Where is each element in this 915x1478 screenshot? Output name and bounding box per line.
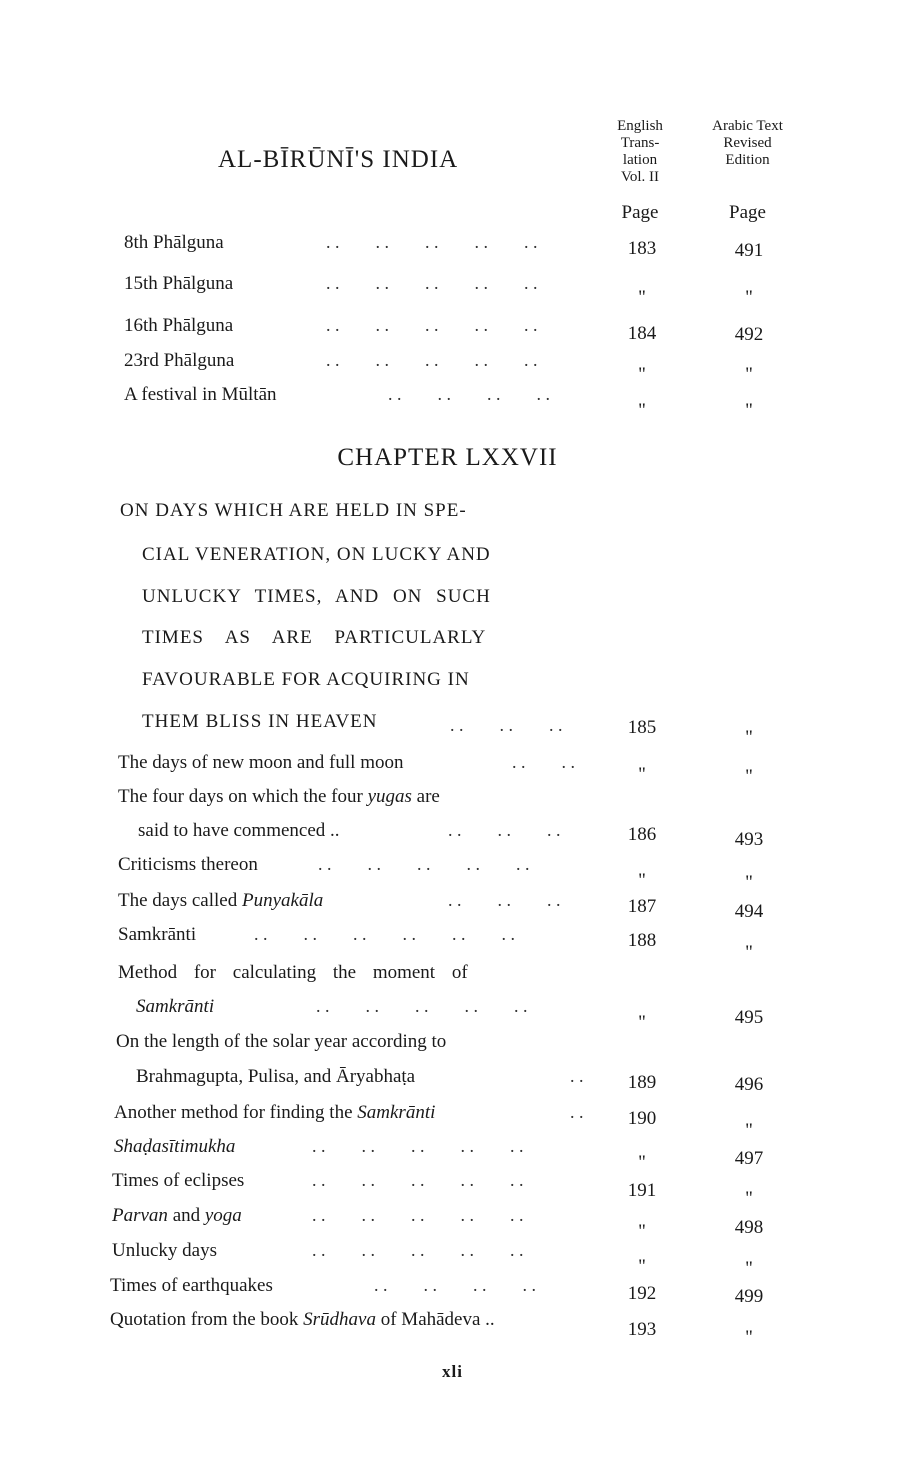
table-row	[0, 1066, 915, 1096]
column-header-arabic	[690, 118, 805, 169]
arabic-page: "	[745, 1188, 753, 1209]
english-page: 192	[627, 1283, 657, 1304]
english-page: 183	[627, 238, 657, 259]
leader-dots: . . . . . . . . . .	[326, 315, 538, 335]
arabic-page: 491	[734, 240, 764, 261]
english-page: 186	[627, 824, 657, 845]
column-page-label-arabic: Page	[729, 202, 766, 223]
entry-label	[136, 996, 214, 1018]
page-number: xli	[442, 1362, 463, 1381]
english-page: 188	[627, 930, 657, 951]
column-header-line: Arabic Text	[712, 118, 783, 134]
table-row	[0, 890, 915, 920]
table-row	[0, 709, 915, 748]
running-title: AL-BĪRŪNĪ'S INDIA	[218, 146, 459, 173]
entry-label: 23rd Phālguna	[124, 350, 235, 371]
entry-label-text: of Mahādeva ..	[375, 1309, 495, 1330]
leader-dots: . . . . . . . . . . . .	[254, 924, 515, 944]
english-page: 185	[627, 717, 657, 738]
chapter-heading-line: UNLUCKY TIMES, AND ON SUCH	[142, 586, 491, 607]
column-header-line: English	[617, 118, 663, 134]
entry-label-italic: yoga	[204, 1205, 242, 1226]
entry-label-text: Quotation from the book	[110, 1309, 304, 1330]
column-header-line: lation	[622, 152, 658, 168]
arabic-page: "	[745, 1258, 753, 1279]
entry-label-italic: Shaḍasītimukha	[114, 1136, 236, 1157]
column-header-line: Trans-	[620, 135, 660, 151]
table-row	[0, 273, 915, 308]
column-header-line: Edition	[725, 152, 770, 168]
entry-label: Times of earthquakes	[110, 1275, 273, 1296]
arabic-page: "	[745, 1120, 753, 1141]
leader-dots: . .	[570, 1102, 584, 1122]
english-page: "	[638, 870, 646, 891]
leader-dots: . .	[570, 1066, 584, 1086]
entry-label: Brahmagupta, Pulisa, and Āryabhaṭa	[136, 1066, 416, 1087]
table-row	[0, 1031, 915, 1061]
arabic-page: 497	[734, 1148, 764, 1169]
english-page: 187	[627, 896, 657, 917]
leader-dots: . . . . . . . . . .	[312, 1136, 524, 1156]
english-page: "	[638, 364, 646, 385]
english-page: 190	[627, 1108, 657, 1129]
arabic-page: "	[745, 872, 753, 893]
column-page-label-english: Page	[621, 202, 659, 223]
english-page: "	[638, 287, 646, 308]
arabic-page: "	[745, 727, 753, 748]
leader-dots: . . . . . . . .	[388, 384, 550, 404]
english-page: 189	[627, 1072, 657, 1093]
entry-label	[110, 1309, 495, 1331]
table-row	[0, 752, 915, 787]
entry-label: said to have commenced ..	[138, 820, 340, 841]
english-page: 191	[627, 1180, 657, 1201]
table-row	[0, 786, 915, 816]
leader-dots: . . . . . . . . . .	[312, 1170, 524, 1190]
arabic-page: "	[745, 400, 753, 421]
leader-dots: . . . . . . . . . .	[316, 996, 528, 1016]
table-row	[0, 384, 915, 421]
arabic-page: 492	[734, 324, 764, 345]
english-page: 193	[627, 1319, 657, 1340]
entry-label: On the length of the solar year according to	[116, 1031, 447, 1052]
chapter-heading-line: ON DAYS WHICH ARE HELD IN SPE-	[120, 500, 467, 521]
leader-dots: . . . . . . . . . .	[318, 854, 530, 874]
entry-label-italic: Samkrānti	[136, 996, 215, 1017]
leader-dots: . . . . . .	[450, 715, 563, 735]
entry-label	[112, 1205, 242, 1227]
chapter-heading-line: TIMES AS ARE PARTICULARLY	[142, 627, 487, 648]
entry-label-text: Another method for finding the	[114, 1102, 358, 1123]
entry-label: 8th Phālguna	[124, 232, 224, 253]
arabic-page: "	[745, 766, 753, 787]
entry-label-italic: Punyakāla	[241, 890, 324, 911]
entry-label	[114, 1136, 235, 1158]
entry-label-italic: Srūdhava	[303, 1309, 376, 1330]
table-row	[0, 854, 915, 893]
column-header-english	[600, 118, 680, 186]
english-page: "	[638, 1012, 646, 1033]
entry-label	[118, 890, 323, 912]
entry-label-italic: Samkrānti	[357, 1102, 436, 1123]
entry-label: A festival in Mūltān	[124, 384, 277, 405]
arabic-page: "	[745, 942, 753, 963]
entry-label: The days of new moon and full moon	[118, 752, 404, 773]
chapter-title: CHAPTER LXXVII	[337, 444, 558, 471]
leader-dots: . . . . . . . .	[374, 1275, 536, 1295]
leader-dots: . . . . . . . . . .	[326, 232, 538, 252]
english-page: "	[638, 764, 646, 785]
column-header-line: Revised	[723, 135, 772, 151]
leader-dots: . . . .	[512, 752, 575, 772]
entry-label-italic: Parvan	[112, 1205, 168, 1226]
arabic-page: 494	[734, 901, 764, 922]
entry-label-text: are	[411, 786, 440, 807]
leader-dots: . . . . . . . . . .	[312, 1205, 524, 1225]
chapter-heading-line: THEM BLISS IN HEAVEN	[142, 711, 378, 732]
table-row	[0, 1309, 915, 1348]
entry-label-text: The days called	[118, 890, 242, 911]
chapter-heading-line: FAVOURABLE FOR ACQUIRING IN	[142, 669, 470, 690]
table-row	[0, 315, 915, 345]
table-row	[0, 1240, 915, 1279]
leader-dots: . . . . . . . . . .	[326, 350, 538, 370]
entry-label	[118, 786, 440, 808]
arabic-page: 496	[734, 1074, 764, 1095]
entry-label: Samkrānti	[118, 924, 197, 945]
table-row	[0, 1136, 915, 1173]
english-page: "	[638, 400, 646, 421]
arabic-page: "	[745, 364, 753, 385]
arabic-page: "	[745, 1327, 753, 1348]
arabic-page: 498	[734, 1217, 764, 1238]
table-row	[0, 1170, 915, 1209]
entry-label-italic: yugas	[367, 786, 412, 807]
table-row	[0, 924, 915, 963]
entry-label: Method for calculating the moment of	[118, 962, 468, 983]
entry-label-text: and	[167, 1205, 205, 1226]
table-row	[0, 1102, 915, 1141]
leader-dots: . . . . . . . . . .	[312, 1240, 524, 1260]
table-row	[0, 1205, 915, 1242]
entry-label-text: The four days on which the four	[118, 786, 368, 807]
column-header-line: Vol. II	[620, 169, 660, 185]
table-row	[0, 1275, 915, 1305]
leader-dots: . . . . . .	[448, 890, 561, 910]
table-row	[0, 350, 915, 385]
entry-label: 15th Phālguna	[124, 273, 234, 294]
entry-label: 16th Phālguna	[124, 315, 234, 336]
entry-label: Times of eclipses	[112, 1170, 245, 1191]
english-page: "	[638, 1256, 646, 1277]
english-page: "	[638, 1152, 646, 1173]
arabic-page: 495	[734, 1007, 764, 1028]
leader-dots: . . . . . .	[448, 820, 561, 840]
entry-label: Unlucky days	[112, 1240, 218, 1261]
arabic-page: 499	[734, 1286, 764, 1307]
table-row	[0, 962, 915, 992]
entry-label: Criticisms thereon	[118, 854, 258, 875]
table-row	[0, 820, 915, 850]
arabic-page: "	[745, 287, 753, 308]
leader-dots: . . . . . . . . . .	[326, 273, 538, 293]
entry-label	[114, 1102, 435, 1124]
table-row	[0, 232, 915, 262]
arabic-page: 493	[734, 829, 764, 850]
table-row	[0, 996, 915, 1033]
chapter-heading-line: CIAL VENERATION, ON LUCKY AND	[142, 544, 491, 565]
english-page: "	[638, 1221, 646, 1242]
english-page: 184	[627, 323, 657, 344]
